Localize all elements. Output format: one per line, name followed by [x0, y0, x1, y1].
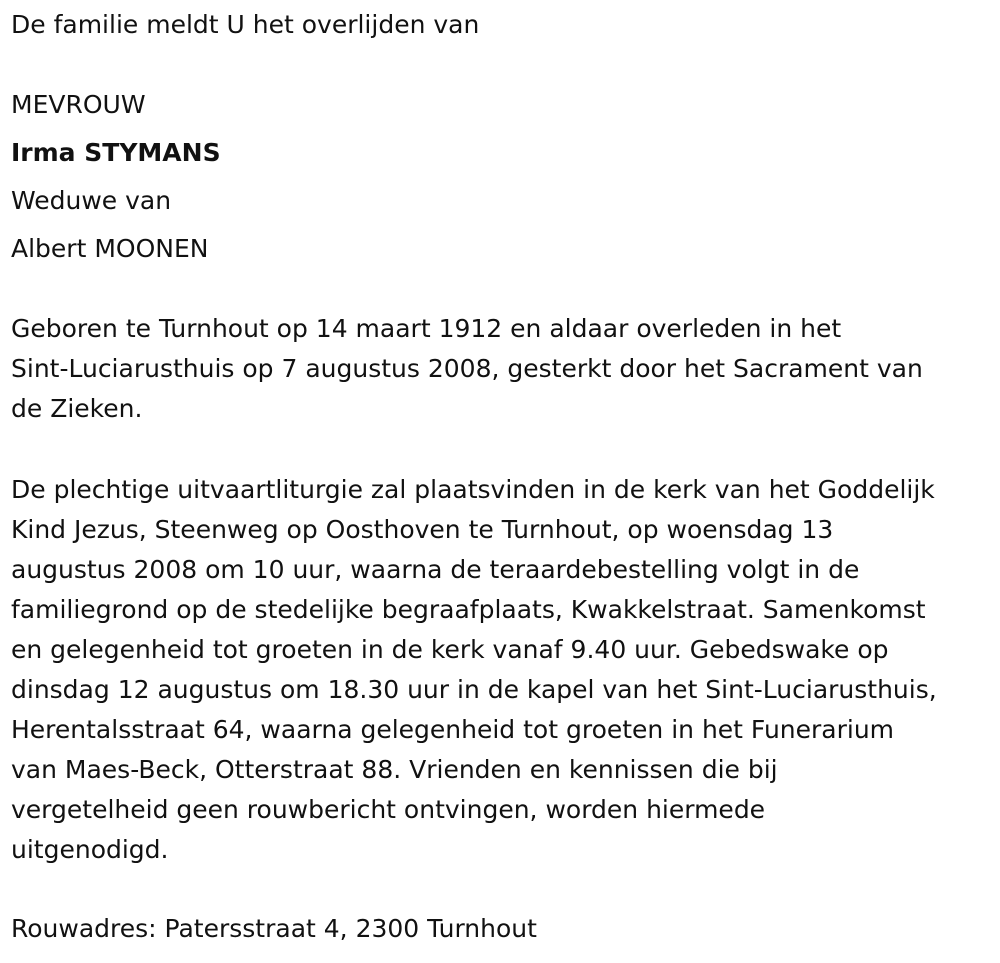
title-text: MEVROUW: [11, 90, 146, 119]
paragraph-line: augustus 2008 om 10 uur, waarna de teraardebestelling volgt in de: [11, 555, 860, 584]
paragraph-line: van Maes-Beck, Otterstraat 88. Vrienden en kennissen die bij: [11, 755, 778, 784]
paragraph-line: De plechtige uitvaartliturgie zal plaatsvinden in de kerk van het Goddelijk: [11, 475, 935, 504]
paragraph-line: dinsdag 12 augustus om 18.30 uur in de kapel van het Sint-Luciarusthuis,: [11, 675, 937, 704]
intro-text: De familie meldt U het overlijden van: [11, 10, 480, 39]
paragraph-line: Sint-Luciarusthuis op 7 augustus 2008, gesterkt door het Sacrament van: [11, 354, 923, 383]
paragraph-line: uitgenodigd.: [11, 835, 169, 864]
spouse-name: Albert MOONEN: [11, 234, 209, 263]
paragraph-line: de Zieken.: [11, 394, 143, 423]
paragraph-line: familiegrond op de stedelijke begraafplaats, Kwakkelstraat. Samenkomst: [11, 595, 926, 624]
paragraph-line: Herentalsstraat 64, waarna gelegenheid tot groeten in het Funerarium: [11, 715, 895, 744]
mourning-address: Rouwadres: Patersstraat 4, 2300 Turnhout: [11, 914, 537, 943]
paragraph-line: Geboren te Turnhout op 14 maart 1912 en aldaar overleden in het: [11, 314, 842, 343]
deceased-name: Irma STYMANS: [11, 138, 221, 167]
paragraph-line: en gelegenheid tot groeten in de kerk vanaf 9.40 uur. Gebedswake op: [11, 635, 889, 664]
birth-death-paragraph: [11, 309, 996, 429]
widow-label: Weduwe van: [11, 186, 172, 215]
paragraph-line: Kind Jezus, Steenweg op Oosthoven te Turnhout, op woensdag 13: [11, 515, 834, 544]
funeral-paragraph: [11, 470, 996, 870]
paragraph-line: vergetelheid geen rouwbericht ontvingen, worden hiermede: [11, 795, 766, 824]
